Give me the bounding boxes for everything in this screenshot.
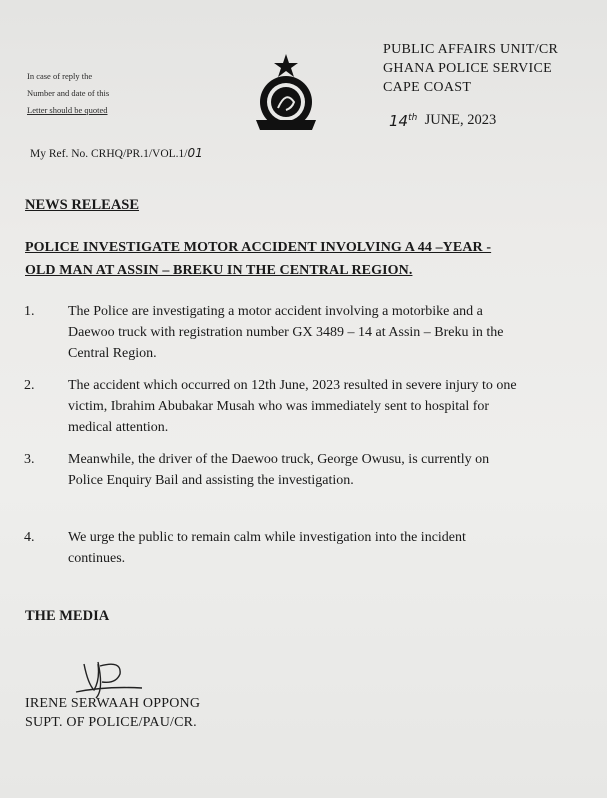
paragraph-number: 3. xyxy=(24,452,35,467)
headline xyxy=(25,236,585,282)
headline-line: OLD MAN AT ASSIN – BREKU IN THE CENTRAL REGION. xyxy=(25,263,413,278)
address-line: CAPE COAST xyxy=(383,80,472,95)
paragraph-text: The Police are investigating a motor accident involving a motorbike and a Daewoo truck with registration number GX 3489 – 14 at Assin – Breku in the Central Region. xyxy=(68,304,504,361)
closing-addressee: THE MEDIA xyxy=(25,608,110,624)
sender-address xyxy=(383,40,558,97)
address-line: PUBLIC AFFAIRS UNIT/CR xyxy=(383,42,559,57)
reply-note-line: In case of reply the xyxy=(27,71,93,81)
news-release-heading: NEWS RELEASE xyxy=(25,197,140,213)
paragraph-number: 4. xyxy=(24,530,35,545)
letter-date xyxy=(389,110,496,129)
signatory-title: SUPT. OF POLICE/PAU/CR. xyxy=(25,715,197,730)
reply-note-line: Letter should be quoted xyxy=(27,105,108,115)
headline-line: POLICE INVESTIGATE MOTOR ACCIDENT INVOLVING A 44 –YEAR - xyxy=(25,240,492,255)
paragraph-text: We urge the public to remain calm while investigation into the incident continues. xyxy=(68,530,466,566)
signatory-name: IRENE SERWAAH OPPONG xyxy=(25,696,201,711)
date-month-year: JUNE, 2023 xyxy=(424,112,497,128)
paragraph-number: 1. xyxy=(24,304,35,319)
reply-note-line: Number and date of this xyxy=(27,88,110,98)
handwritten-day: 14th xyxy=(389,112,418,130)
address-line: GHANA POLICE SERVICE xyxy=(383,61,552,76)
reference-handwritten: 01 xyxy=(187,146,203,160)
reference-number xyxy=(30,146,203,160)
paragraph-number: 2. xyxy=(24,378,35,393)
reply-instructions xyxy=(27,68,109,119)
paragraph-text: Meanwhile, the driver of the Daewoo truck, George Owusu, is currently on Police Enquiry Bail and assisting the investigation. xyxy=(68,452,490,488)
ghana-police-crest-icon xyxy=(248,52,332,138)
signatory-block xyxy=(25,694,200,732)
reference-prefix: My Ref. No. CRHQ/PR.1/VOL.1/ xyxy=(30,148,188,160)
paragraph-text: The accident which occurred on 12th June, 2023 resulted in severe injury to one victim, Ibrahim Abubakar Musah who was immediately sent to hospital for medical attention. xyxy=(68,378,517,435)
